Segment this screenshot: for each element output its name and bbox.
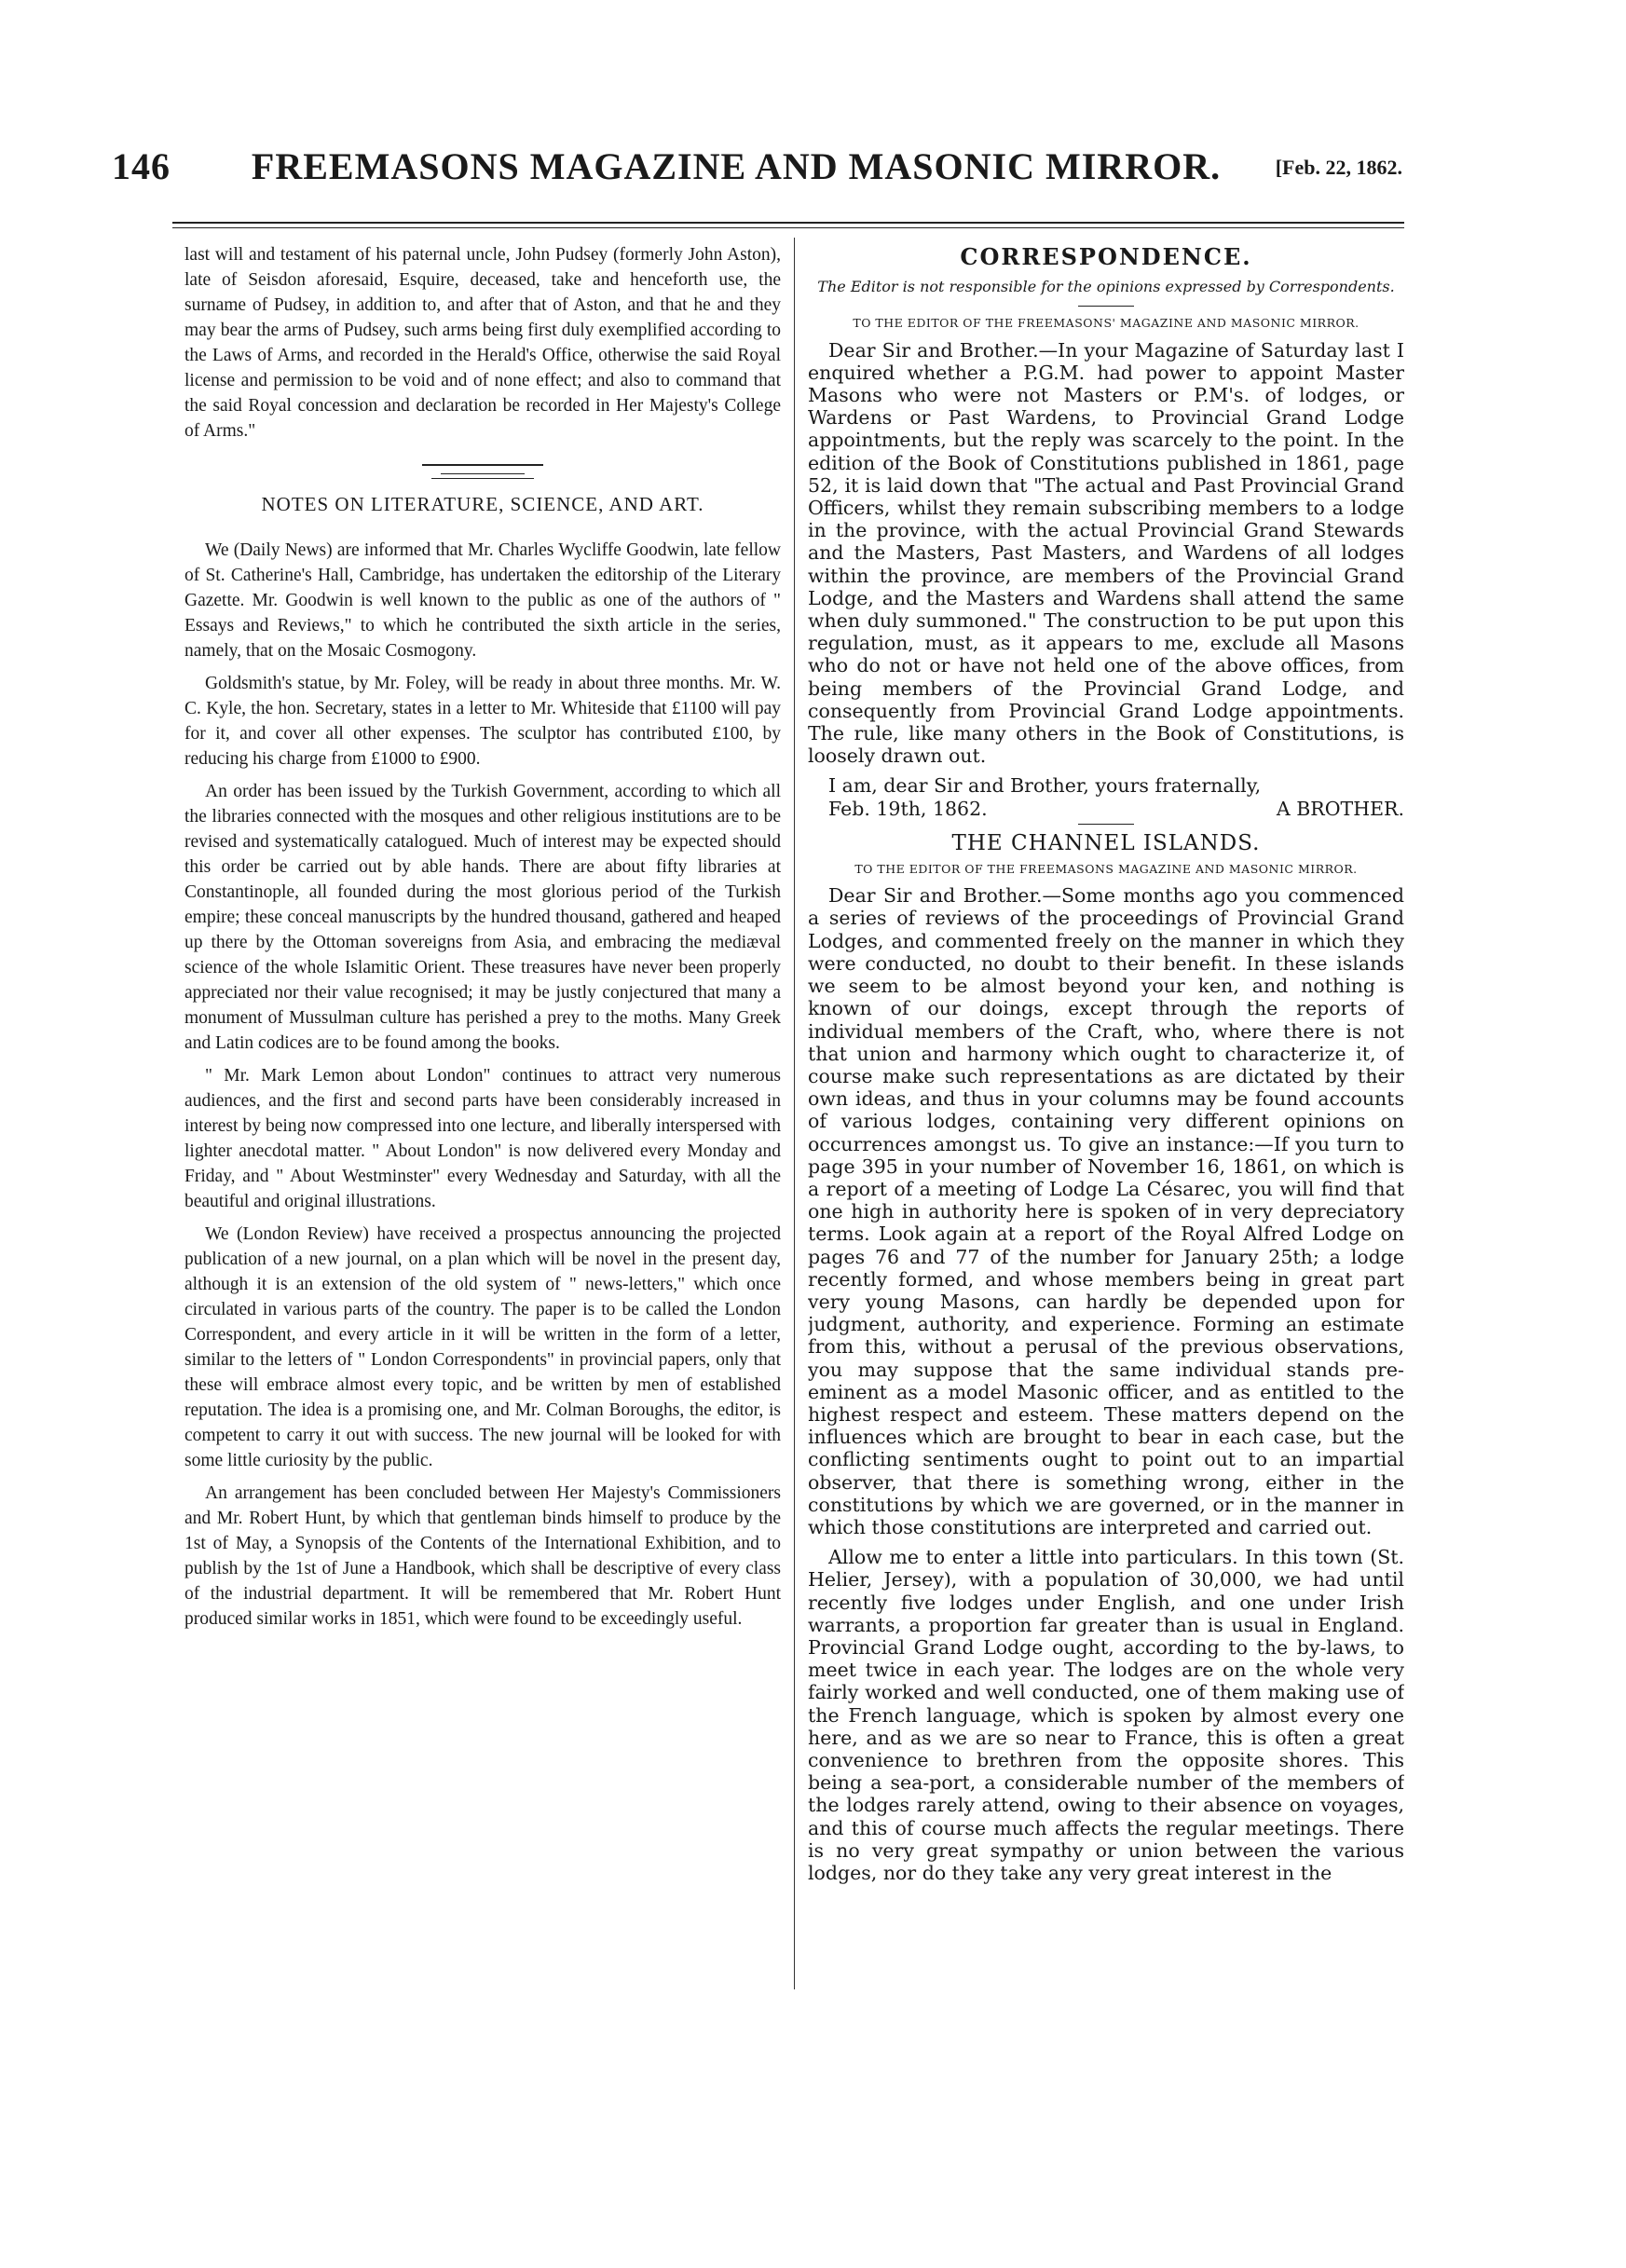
letter-date: Feb. 19th, 1862.	[828, 797, 988, 820]
issue-date: [Feb. 22, 1862.	[1275, 156, 1402, 179]
column-divider	[794, 238, 795, 1989]
decorative-rule	[441, 473, 525, 474]
decorative-rule	[1078, 824, 1134, 825]
editor-disclaimer: The Editor is not responsible for the opinions expressed by Correspondents.	[817, 278, 1395, 296]
letter-signature: A BROTHER.	[1276, 797, 1404, 820]
section-title: CORRESPONDENCE.	[960, 243, 1252, 270]
letter-address: TO THE EDITOR OF THE FREEMASONS' MAGAZINE AND MASONIC MIRROR.	[853, 316, 1360, 331]
letter-paragraph: Allow me to enter a little into particulars. In this town (St. Helier, Jersey), with a population of 30,000, we had until recently five lodges under English, and one under Irish warrants, a proportion far greater than is usual in England. Provincial Grand Lodge ought, according to the by-laws, to meet twice in each year. The lodges are on the whole very fairly worked and well conducted, one of them making use of the French language, which is spoken by almost every one here, and as we are so near to France, this is often a great convenience to brethren from the opposite shores. This being a sea-port, a considerable number of the members of the lodges rarely attend, owing to their absence on voyages, and this of course much affects the regular meetings. There is no very great sympathy or union between the various lodges, nor do they take any very great interest in the	[808, 1546, 1404, 1885]
masthead: FREEMASONS MAGAZINE AND MASONIC MIRROR.	[251, 145, 1222, 187]
letter-signoff	[828, 798, 1404, 820]
header-rule	[172, 222, 1404, 224]
paragraph: last will and testament of his paternal uncle, John Pudsey (formerly John Aston), late of Seisdon aforesaid, Esquire, deceased, take and henceforth use, the surname of Pudsey, in addition to, and after that of Aston, and that he and they may bear the arms of Pudsey, such arms being first duly exemplified according to the Laws of Arms, and recorded in the Herald's Office, otherwise the said Royal license and permission to be void and of none effect; and also to command that the said Royal concession and declaration be recorded in Her Majesty's College of Arms."	[184, 245, 781, 441]
header-rule-thin	[172, 227, 1404, 228]
paragraph: An order has been issued by the Turkish Government, according to which all the libraries connected with the mosques and other religious institutions are to be revised and systematically catalogued. Much of interest may be expected should this order be carried out by able hands. There are about fifty libraries at Constantinople, all founded during the most glorious period of the Turkish empire; these conceal manuscripts by the hundred thousand, gathered and heaped up there by the Ottoman sovereigns from Asia, and embracing the mediæval science of the whole Islamitic Orient. These treasures have never been properly appreciated nor their value recognised; it may be justly conjectured that many a monument of Mussulman culture has perished a prey to the moths. Many Greek and Latin codices are to be found among the books.	[184, 782, 781, 1053]
letter-address: TO THE EDITOR OF THE FREEMASONS MAGAZINE AND MASONIC MIRROR.	[854, 862, 1358, 877]
letter-paragraph: Dear Sir and Brother.—Some months ago you commenced a series of reviews of the proceedings of Provincial Grand Lodges, and commented freely on the manner in which they were conducted, no doubt to their benefit. In these islands we seem to be almost beyond your ken, and nothing is known of our doings, except through the reports of individual members of the Craft, who, where there is not that union and harmony which ought to characterize it, of course make such representations as are dictated by their own ideas, and thus in your columns may be found accounts of various lodges, containing very different opinions on occurrences amongst us. To give an instance:—If you turn to page 395 in your number of November 16, 1861, on which is a report of a meeting of Lodge La Césarec, you will find that one high in authority here is spoken of in very depreciatory terms. Look again at a report of the Royal Alfred Lodge on pages 76 and 77 of the number for January 25th; a lodge recently formed, and whose members being in great part very young Masons, can hardly be depended upon for judgment, authority, and experience. Forming an estimate from this, without a perusal of the previous observations, you may suppose that the same individual stands pre-eminent as a model Masonic officer, and as entitled to the highest respect and esteem. These matters depend on the influences which are brought to bear in each case, but the conflicting sentiments ought to point out to an impartial observer, that there is something wrong, either in the constitutions by which we are governed, or in the manner in which those constitutions are interpreted and carried out.	[808, 884, 1404, 1538]
letter-closing: I am, dear Sir and Brother, yours fraternally,	[828, 774, 1262, 798]
left-column	[184, 242, 781, 2041]
paragraph: We (London Review) have received a prospectus announcing the projected publication of a new journal, on a plan which will be novel in the present day, although it is an extension of the old system of " news-letters," which once circulated in various parts of the country. The paper is to be called the London Correspondent, and every article in it will be written in the form of a letter, similar to the letters of " London Correspondents" in provincial papers, only that these will embrace almost every topic, and be written by men of established reputation. The idea is a promising one, and Mr. Colman Boroughs, the editor, is competent to carry it out with success. The new journal will be looked for with some little curiosity by the public.	[184, 1224, 781, 1470]
paragraph: We (Daily News) are informed that Mr. Charles Wycliffe Goodwin, late fellow of St. Catherine's Hall, Cambridge, has undertaken the editorship of the Literary Gazette. Mr. Goodwin is well known to the public as one of the authors of " Essays and Reviews," to which he contributed the sixth article in the series, namely, that on the Mosaic Cosmogony.	[184, 540, 781, 661]
letter-paragraph: Dear Sir and Brother.—In your Magazine of Saturday last I enquired whether a P.G.M. had power to appoint Master Masons who were not Masters or P.M's. of lodges, or Wardens or Past Wardens, to Provincial Grand Lodge appointments, but the reply was scarcely to the point. In the edition of the Book of Constitutions published in 1861, page 52, it is laid down that "The actual and Past Provincial Grand Officers, whilst they remain subscribing members to a lodge in the province, with the actual Provincial Grand Stewards and the Masters, Past Masters, and Wardens of all lodges within the province, are members of the Provincial Grand Lodge, and the Masters and Wardens shall attend the same when duly summoned." The construction to be put upon this regulation, must, as it appears to me, exclude all Masons who do not or have not held one of the above offices, from being members of the Provincial Grand Lodge, and consequently from Provincial Grand Lodge appointments. The rule, like many others in the Book of Constitutions, is loosely drawn out.	[808, 338, 1404, 768]
section-title: THE CHANNEL ISLANDS.	[951, 830, 1261, 855]
section-title: NOTES ON LITERATURE, SCIENCE, AND ART.	[261, 493, 704, 515]
decorative-rule	[1078, 306, 1134, 307]
paragraph: Goldsmith's statue, by Mr. Foley, will be ready in about three months. Mr. W. C. Kyle, the hon. Secretary, states in a letter to Mr. Whiteside that £1100 will pay for it, and cover all other expenses. The sculptor has contributed £100, by reducing his charge from £1000 to £900.	[184, 674, 781, 769]
page-number: 146	[112, 145, 171, 187]
decorative-rule	[431, 478, 534, 479]
right-column	[808, 242, 1404, 2041]
paragraph: An arrangement has been concluded between Her Majesty's Commissioners and Mr. Robert Hunt, by which that gentleman binds himself to produce by the 1st of May, a Synopsis of the Contents of the International Exhibition, and to publish by the 1st of June a Handbook, which shall be descriptive of every class of the industrial department. It will be remembered that Mr. Robert Hunt produced similar works in 1851, which were found to be exceedingly useful.	[184, 1483, 781, 1629]
page-header	[112, 144, 1402, 200]
decorative-rule	[422, 464, 543, 466]
paragraph: " Mr. Mark Lemon about London" continues to attract very numerous audiences, and the first and second parts have been considerably increased in interest by being now compressed into one lecture, and liberally interspersed with lighter anecdotal matter. " About London" is now delivered every Monday and Friday, and " About Westminster" every Wednesday and Saturday, with all the beautiful and original illustrations.	[184, 1066, 781, 1211]
